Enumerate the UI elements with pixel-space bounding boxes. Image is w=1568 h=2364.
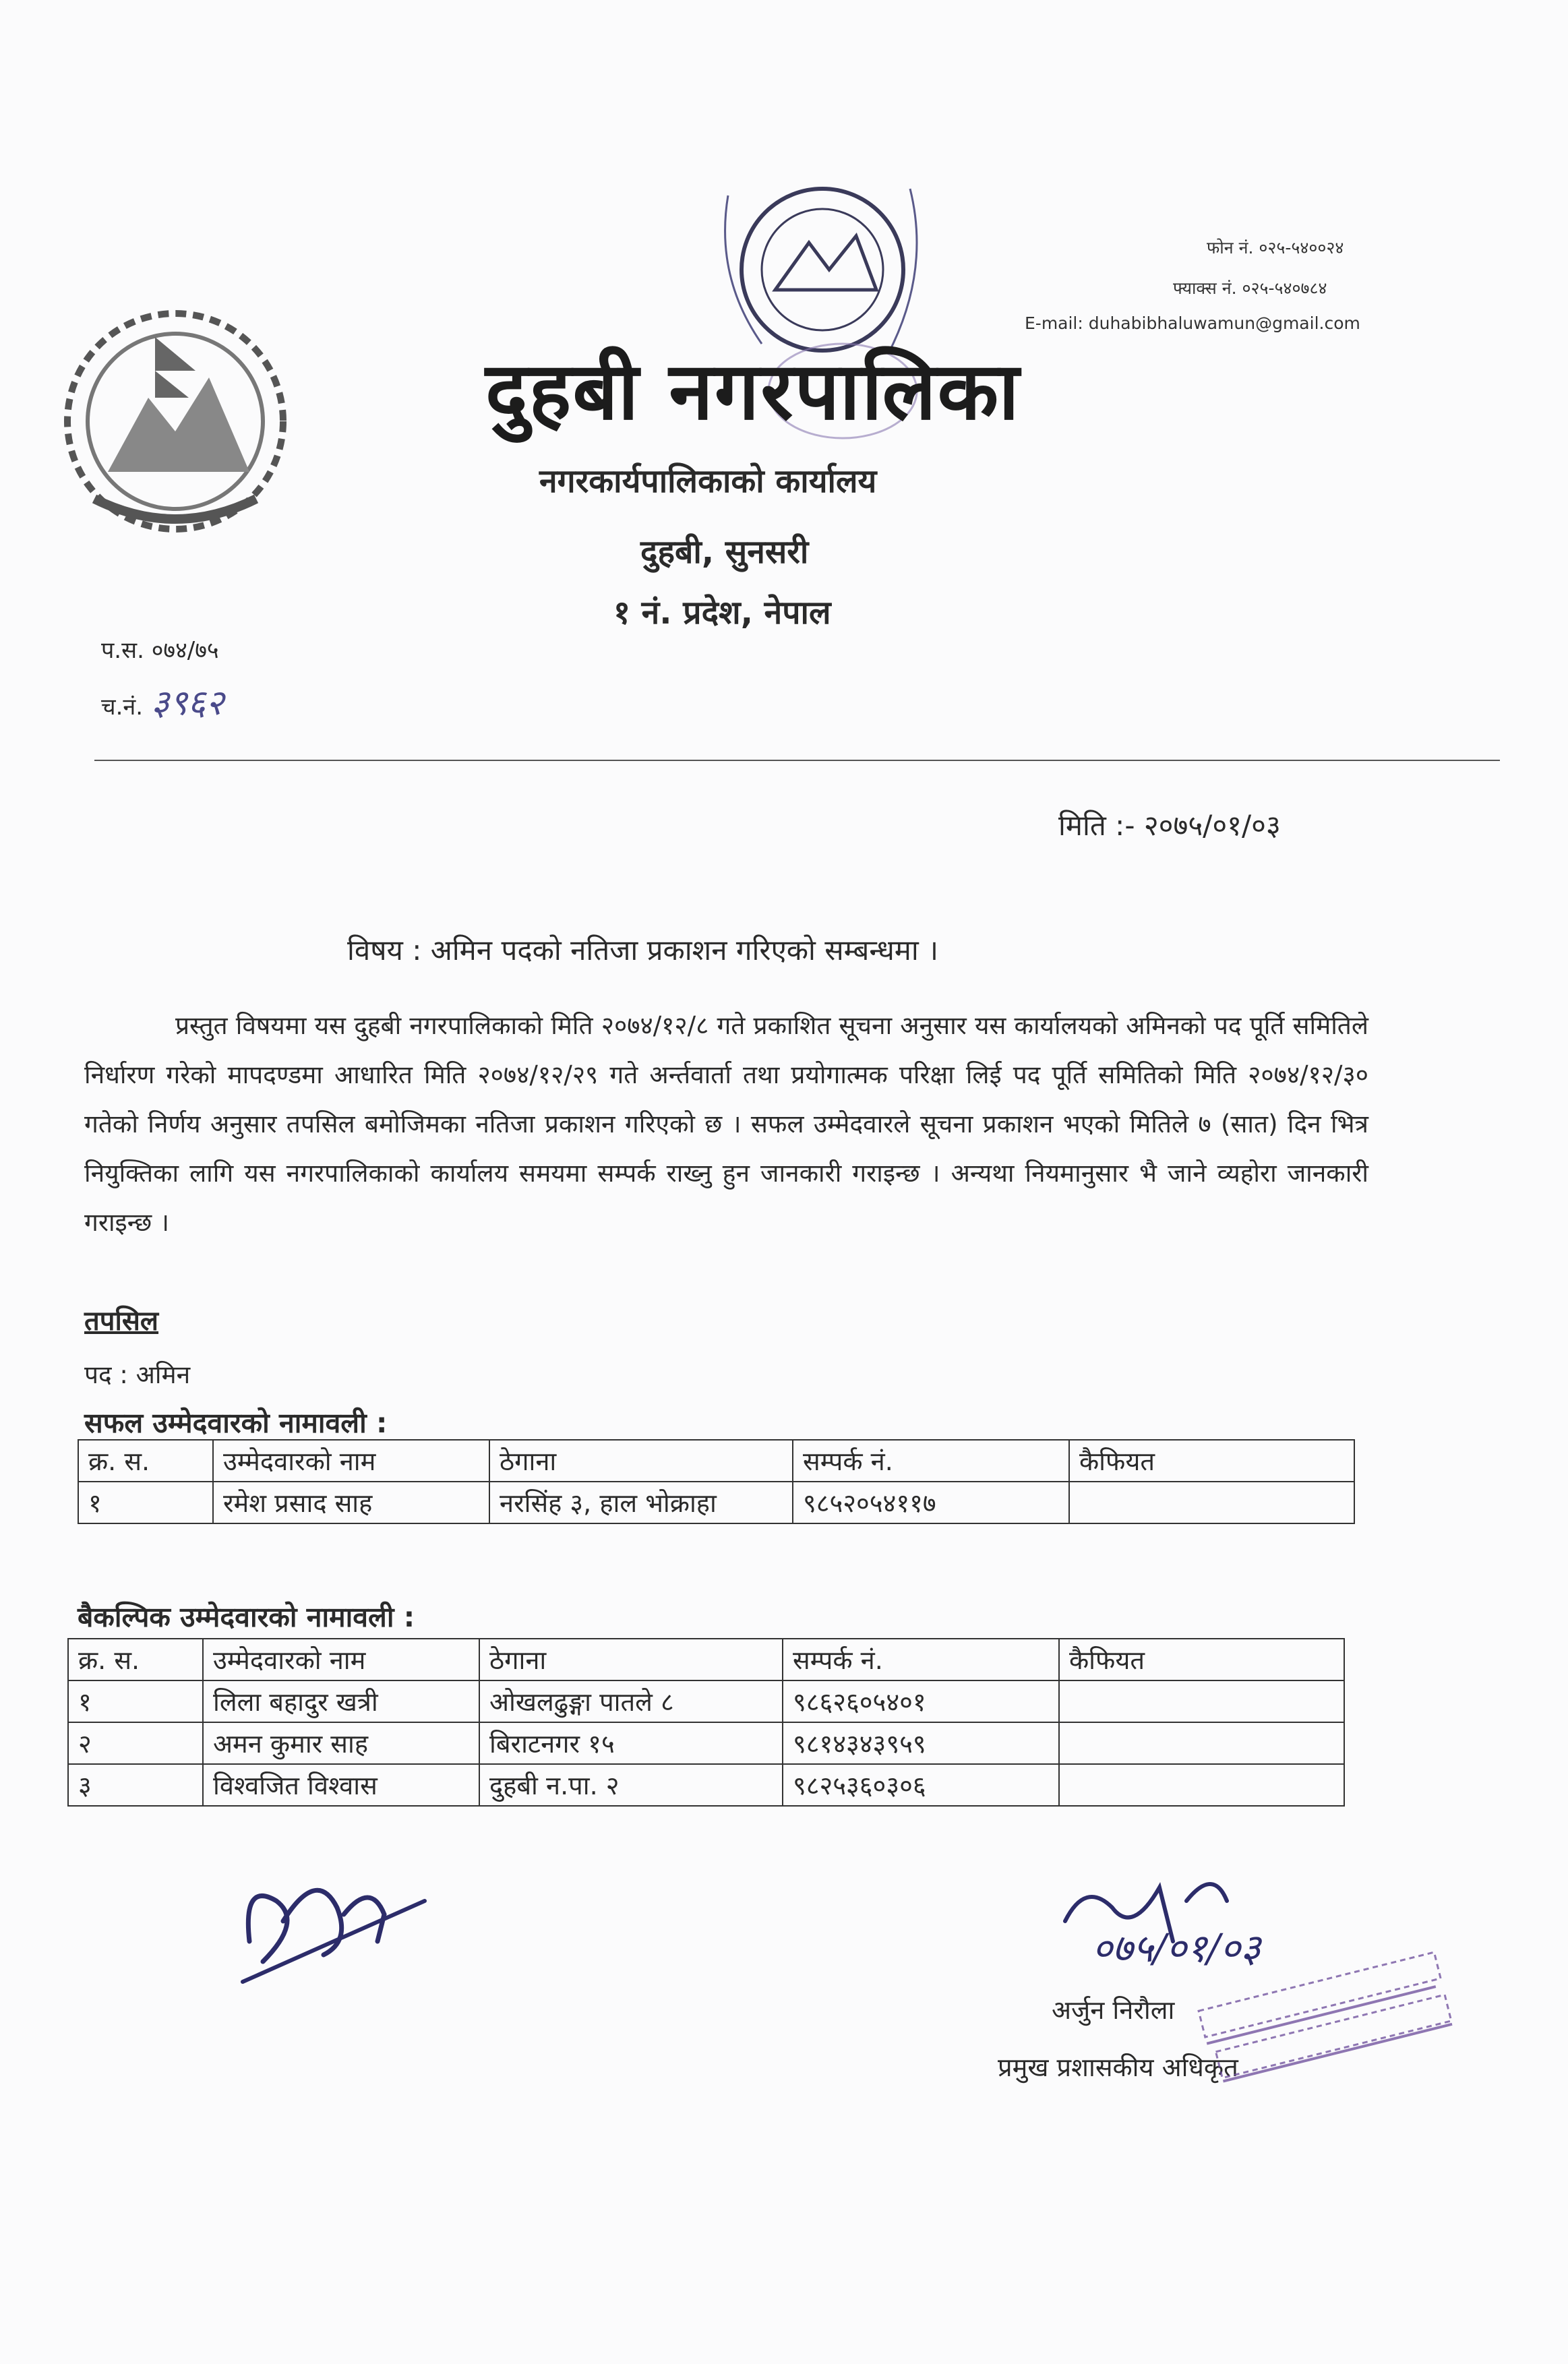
table-cell: ९८१४३४३९५९ bbox=[783, 1722, 1059, 1764]
table-cell: ३ bbox=[68, 1764, 203, 1806]
office-location: दुहबी, सुनसरी bbox=[640, 533, 809, 571]
table-cell bbox=[1059, 1722, 1344, 1764]
header-cell: कैफियत bbox=[1069, 1440, 1354, 1482]
dispatch-value: ३९६२ bbox=[151, 683, 224, 723]
table-cell: २ bbox=[68, 1722, 203, 1764]
header-cell: उम्मेदवारको नाम bbox=[213, 1440, 489, 1482]
header-cell: ठेगाना bbox=[489, 1440, 793, 1482]
table-header-row bbox=[68, 1639, 1344, 1680]
table-cell: लिला बहादुर खत्री bbox=[203, 1680, 479, 1722]
officer-stamp-icon bbox=[1186, 1941, 1456, 2117]
signature-left-icon bbox=[222, 1840, 438, 1995]
header-cell: कैफियत bbox=[1059, 1639, 1344, 1680]
table-cell bbox=[1059, 1680, 1344, 1722]
table-cell: ९८२५३६०३०६ bbox=[783, 1764, 1059, 1806]
phone-number: फोन नं. ०२५-५४००२४ bbox=[1207, 238, 1344, 257]
table-cell: रमेश प्रसाद साह bbox=[213, 1482, 489, 1523]
letter-subject: विषय : अमिन पदको नतिजा प्रकाशन गरिएको सम्बन्धमा । bbox=[347, 934, 939, 967]
table-cell: अमन कुमार साह bbox=[203, 1722, 479, 1764]
header-cell: सम्पर्क नं. bbox=[783, 1639, 1059, 1680]
table-row bbox=[68, 1722, 1344, 1764]
table-row bbox=[78, 1482, 1354, 1523]
office-name: नगरकार्यपालिकाको कार्यालय bbox=[539, 462, 877, 500]
header-cell: क्र. स. bbox=[78, 1440, 213, 1482]
fax-number: फ्याक्स नं. ०२५-५४०७८४ bbox=[1173, 278, 1327, 298]
table-cell: दुहबी न.पा. २ bbox=[479, 1764, 783, 1806]
fiscal-year: प.स. ०७४/७५ bbox=[101, 637, 219, 664]
header-divider bbox=[94, 760, 1500, 761]
table-row bbox=[68, 1764, 1344, 1806]
table-cell: १ bbox=[78, 1482, 213, 1523]
table-cell: विश्वजित विश्वास bbox=[203, 1764, 479, 1806]
nepal-emblem-icon bbox=[54, 297, 297, 539]
table-cell: ९८५२०५४११७ bbox=[793, 1482, 1069, 1523]
dispatch-label: च.नं. bbox=[101, 694, 144, 721]
signature-date: ०७५/०१/०३ bbox=[1092, 1925, 1261, 1971]
header-cell: उम्मेदवारको नाम bbox=[203, 1639, 479, 1680]
table-row bbox=[68, 1680, 1344, 1722]
post-name: पद : अमिन bbox=[84, 1360, 191, 1389]
province: १ नं. प्रदेश, नेपाल bbox=[613, 594, 831, 632]
alternate-table bbox=[67, 1638, 1345, 1807]
table-cell: नरसिंह ३, हाल भोक्राहा bbox=[489, 1482, 793, 1523]
letter-date: मिति :- २०७५/०१/०३ bbox=[1058, 809, 1281, 842]
officer-title: प्रमुख प्रशासकीय अधिकृत bbox=[998, 2053, 1238, 2082]
letter-body: प्रस्तुत विषयमा यस दुहबी नगरपालिकाको मिति २०७४/१२/८ गते प्रकाशित सूचना अनुसार यस कार्यालयको अमिनको पद पूर्ति समितिले निर्धारण गरेको मापदण्डमा आधारित मिति २०७४/१२/२९ गते अर्न्तवार्ता तथा प्रयोगात्मक परिक्षा लिई पद पूर्ति समितिको मिति २०७४/१२/३० गतेको निर्णय अनुसार तपसिल बमोजिमका नतिजा प्रकाशन गरिएको छ । सफल उम्मेदवारले सूचना प्रकाशन भएको मितिले ७ (सात) दिन भित्र नियुक्तिका लागि यस नगरपालिकाको कार्यालय समयमा सम्पर्क राख्नु हुन जानकारी गराइन्छ । अन्यथा नियमानुसार भै जाने व्यहोरा जानकारी गराइन्छ । bbox=[84, 1011, 1368, 1237]
table-header-row bbox=[78, 1440, 1354, 1482]
table-cell: ९८६२६०५४०१ bbox=[783, 1680, 1059, 1722]
org-name: दुहबी नगरपालिका bbox=[485, 344, 1021, 437]
header-cell: क्र. स. bbox=[68, 1639, 203, 1680]
table-cell: बिराटनगर १५ bbox=[479, 1722, 783, 1764]
alternate-list-title: बैकल्पिक उम्मेदवारको नामावली : bbox=[78, 1601, 415, 1633]
success-list-title: सफल उम्मेदवारको नामावली : bbox=[84, 1407, 388, 1439]
table-cell bbox=[1059, 1764, 1344, 1806]
officer-name: अर्जुन निरौला bbox=[1052, 1995, 1175, 2025]
details-heading: तपसिल bbox=[84, 1306, 159, 1337]
header-cell: ठेगाना bbox=[479, 1639, 783, 1680]
table-cell: १ bbox=[68, 1680, 203, 1722]
table-cell bbox=[1069, 1482, 1354, 1523]
header-cell: सम्पर्क नं. bbox=[793, 1440, 1069, 1482]
success-table bbox=[78, 1439, 1355, 1524]
dispatch-number bbox=[101, 677, 224, 725]
email-address: E-mail: duhabibhaluwamun@gmail.com bbox=[1025, 313, 1360, 333]
table-cell: ओखलढुङ्गा पातले ८ bbox=[479, 1680, 783, 1722]
